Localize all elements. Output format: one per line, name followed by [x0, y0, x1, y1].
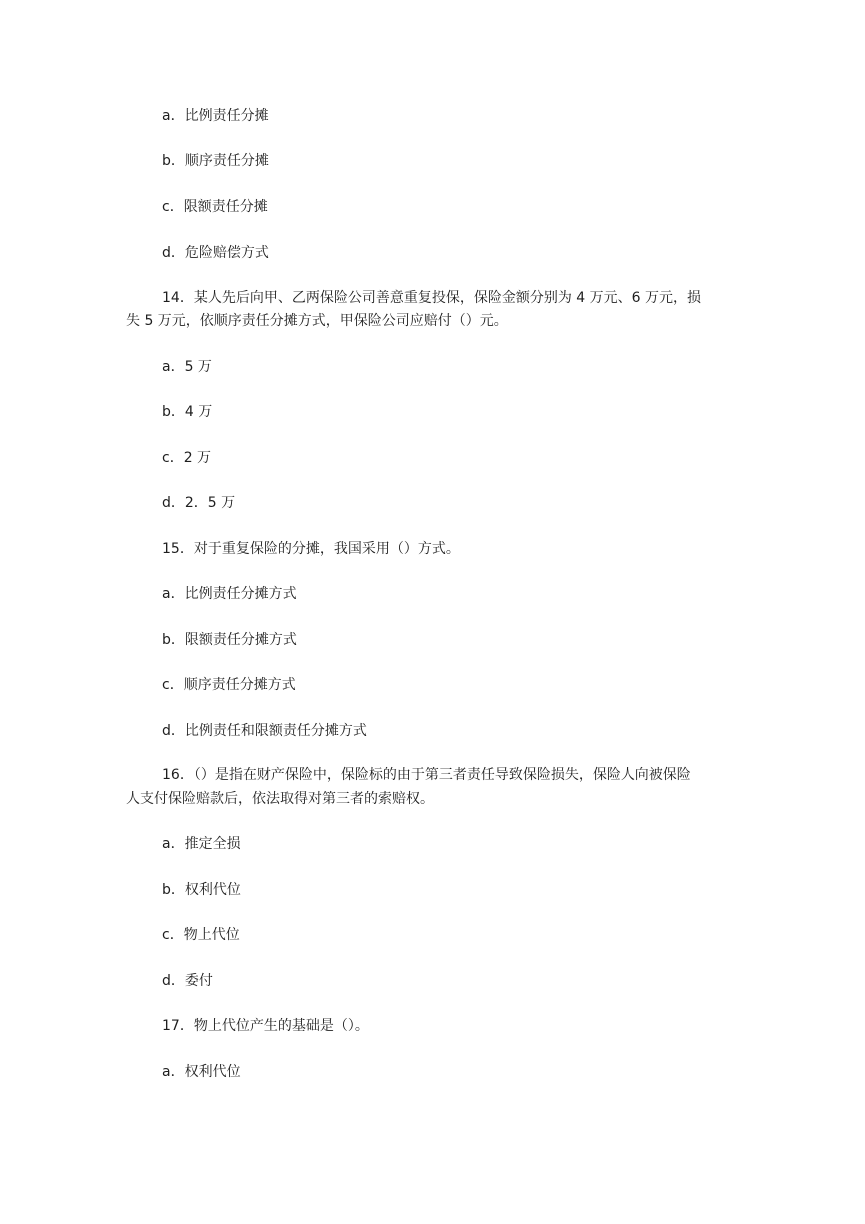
q16-option-d: d．委付 [162, 973, 213, 989]
q14-option-d: d．2．5 万 [162, 495, 236, 511]
q15-option-c: c．顺序责任分摊方式 [162, 677, 296, 693]
option-d: d．危险赔偿方式 [162, 245, 269, 261]
option-a: a．比例责任分摊 [162, 108, 269, 124]
option-c: c．限额责任分摊 [162, 199, 268, 215]
q14-option-c: c．2 万 [162, 450, 212, 466]
q15-option-d: d．比例责任和限额责任分摊方式 [162, 723, 367, 739]
q16-option-c: c．物上代位 [162, 927, 240, 943]
question-16-line-1: 16．（）是指在财产保险中，保险标的由于第三者责任导致保险损失，保险人向被保险 [162, 767, 691, 783]
q16-option-a: a．推定全损 [162, 836, 241, 852]
question-17-line-1: 17．物上代位产生的基础是（）。 [162, 1018, 369, 1034]
question-14-line-1: 14．某人先后向甲、乙两保险公司善意重复投保，保险金额分别为 4 万元、6 万元，损 [162, 290, 701, 306]
q14-option-b: b．4 万 [162, 404, 213, 420]
q17-option-a: a．权利代位 [162, 1064, 241, 1080]
option-b: b．顺序责任分摊 [162, 153, 269, 169]
question-15-line-1: 15．对于重复保险的分摊，我国采用（）方式。 [162, 541, 460, 557]
question-16-line-2: 人支付保险赔款后，依法取得对第三者的索赔权。 [126, 791, 434, 807]
question-14-line-2: 失 5 万元，依顺序责任分摊方式，甲保险公司应赔付（）元。 [126, 313, 508, 329]
q16-option-b: b．权利代位 [162, 882, 241, 898]
q15-option-a: a．比例责任分摊方式 [162, 586, 297, 602]
q15-option-b: b．限额责任分摊方式 [162, 632, 297, 648]
q14-option-a: a．5 万 [162, 359, 212, 375]
